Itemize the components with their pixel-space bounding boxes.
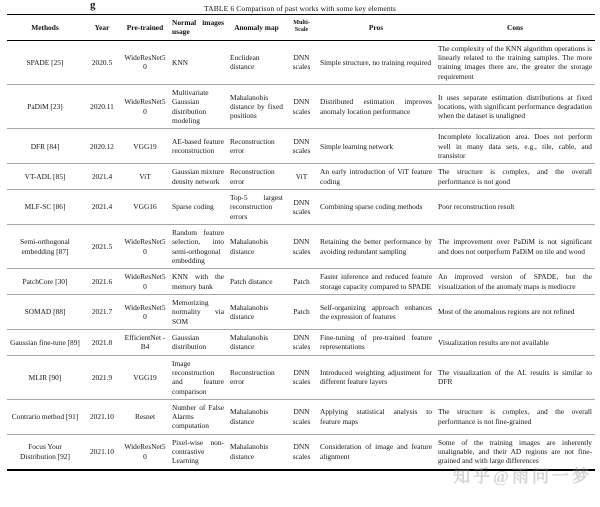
table-row	[7, 329, 595, 355]
cell-anomaly-map: Reconstruction error	[230, 367, 275, 387]
cell-year: 2021.5	[91, 241, 113, 251]
cell-year: 2021.4	[91, 171, 113, 181]
column-header-normal-images-usage: Normal images usage	[172, 18, 224, 37]
cell-normal-images-usage: Memorizing normality via SOM	[172, 297, 224, 326]
cell-anomaly-map: Patch distance	[230, 276, 273, 286]
cell-year: 2020.5	[91, 57, 113, 67]
cell-pros: Fine-tuning of pre-trained feature representations	[320, 332, 432, 352]
cell-anomaly-map: Mahalanobis distance	[230, 237, 269, 256]
cell-cons: The visualization of the AL results is similar to DFR	[438, 367, 592, 387]
cell-pretrained: WideResNet50	[124, 272, 166, 291]
cell-cons: The structure is complex, and the overall performance is not fine-grained	[438, 407, 592, 426]
cell-pretrained: VGG16	[133, 202, 157, 212]
cell-normal-images-usage: Sparse coding	[172, 202, 214, 212]
cell-method: Semi-orthogonal embedding [87]	[20, 237, 70, 256]
cell-pros: Faster inference and reduced feature storage capacity compared to SPADE	[320, 272, 432, 291]
cell-pros: Combining sparse coding methods	[320, 202, 423, 212]
cell-normal-images-usage: KNN with the memory bank	[172, 272, 224, 291]
column-header-pretrained: Pre-trained	[126, 22, 164, 32]
cell-normal-images-usage: Gaussian mixture density network	[172, 167, 224, 186]
cell-multi-scale: DNN scales	[292, 197, 311, 216]
cell-method: PaDiM [23]	[27, 101, 63, 111]
cell-multi-scale: DNN scales	[292, 407, 311, 426]
cell-cons: The complexity of the KNN algorithm operations is linearly related to the training samples. The more training images there are, the greater the storage requirement	[438, 43, 592, 81]
cell-normal-images-usage: Gaussian distribution	[172, 332, 207, 352]
cell-anomaly-map: Mahalanobis distance by fixed positions	[230, 92, 283, 121]
cell-year: 2020.11	[90, 101, 114, 111]
header-row	[7, 15, 595, 41]
cell-multi-scale: DNN scales	[292, 442, 311, 461]
cell-normal-images-usage: Random feature selection, into semi-orthogonal embedding	[172, 227, 224, 265]
watermark: 知乎@雨问一梦	[453, 467, 592, 486]
cell-year: 2021.4	[91, 202, 113, 212]
cell-pretrained: WideResNet50	[124, 442, 166, 461]
cell-pretrained: ViT	[139, 171, 151, 181]
table-title: TABLE 6 Comparison of past works with some key elements	[204, 4, 396, 13]
cell-normal-images-usage: Number of False Alarms computation	[172, 402, 224, 431]
column-header-multi-scale: Multi-Scale	[293, 20, 310, 34]
cell-pros: An early introduction of ViT feature coding	[320, 167, 432, 186]
cell-pros: Applying statistical analysis to feature maps	[320, 407, 432, 426]
cell-cons: Some of the training images are inherently unalignable, and their AD regions are not fine-grained and with large differences	[438, 437, 592, 466]
table-row	[7, 40, 595, 84]
cell-cons: Incomplete localization area. Does not perform well in many data sets, e.g., tile, cable, and transistor	[438, 132, 592, 160]
cell-anomaly-map: Euclidean distance	[230, 52, 260, 72]
table-row	[7, 224, 595, 268]
cell-anomaly-map: Reconstruction error	[230, 136, 275, 156]
table-row	[7, 84, 595, 128]
cell-method: DFR [84]	[30, 141, 60, 151]
cell-pros: Simple structure, no training required	[320, 57, 432, 67]
cell-year: 2021.7	[91, 307, 113, 317]
cell-pretrained: EfficientNet -B4	[124, 332, 166, 352]
cell-method: VT-ADL [85]	[24, 171, 66, 181]
cell-method: SOMAD [88]	[24, 307, 66, 317]
cell-anomaly-map: Mahalanobis distance	[230, 332, 269, 352]
cell-multi-scale: DNN scales	[292, 52, 311, 72]
cell-pretrained: VGG19	[133, 372, 157, 382]
cell-cons: The structure is complex, and the overall performance is not good	[438, 167, 592, 186]
cell-cons: The improvement over PaDiM is not significant and does not outperform PaDiM on tile and wood	[438, 237, 592, 256]
cell-year: 2021.10	[89, 412, 115, 422]
cell-anomaly-map: Mahalanobis distance	[230, 407, 269, 426]
table-row	[7, 434, 595, 469]
cell-multi-scale: Patch	[293, 276, 310, 286]
table-row	[7, 269, 595, 295]
comparison-table	[7, 14, 595, 471]
cell-cons: Visualization results are not available	[438, 337, 549, 347]
cell-cons: Poor reconstruction result	[438, 202, 515, 212]
cell-multi-scale: DNN scales	[292, 237, 311, 256]
cell-year: 2021.10	[89, 447, 115, 457]
cell-year: 2021.8	[91, 337, 113, 347]
cropped-text-fragment: g	[90, 0, 96, 11]
column-header-methods: Methods	[31, 22, 59, 32]
column-header-cons: Cons	[506, 22, 524, 32]
cell-anomaly-map: Reconstruction error	[230, 167, 275, 186]
cell-method: SPADE [25]	[26, 57, 64, 67]
cell-pros: Distributed estimation improves anomaly location performance	[320, 97, 432, 116]
cell-method: MLIR [90]	[28, 372, 62, 382]
cell-pretrained: WideResNet50	[124, 237, 166, 256]
cell-multi-scale: DNN scales	[292, 97, 311, 116]
cell-multi-scale: DNN scales	[292, 367, 311, 387]
table-body	[7, 40, 595, 470]
cell-method: MLF-SC [86]	[24, 202, 66, 212]
cell-multi-scale: DNN scales	[292, 332, 311, 352]
table-row	[7, 399, 595, 434]
cell-normal-images-usage: Pixel-wise non-contrastive Learning	[172, 437, 224, 466]
cell-normal-images-usage: Image reconstruction and feature comparison	[172, 358, 224, 396]
table-row	[7, 355, 595, 399]
column-header-anomaly-map: Anomaly map	[234, 22, 279, 32]
cell-pretrained: Resnet	[134, 412, 156, 422]
cell-year: 2020.12	[89, 141, 115, 151]
cell-cons: Most of the anomalous regions are not refined	[438, 307, 575, 317]
cell-method: Contrario method [91]	[11, 412, 79, 422]
cell-pretrained: WideResNet50	[124, 52, 166, 72]
cell-year: 2021.6	[91, 276, 113, 286]
cell-cons: An improved version of SPADE, but the visualization of the anomaly maps is mediocre	[438, 272, 592, 291]
cell-normal-images-usage: KNN	[172, 57, 189, 67]
cell-year: 2021.9	[91, 372, 113, 382]
column-header-pros: Pros	[368, 22, 384, 32]
cell-pretrained: VGG19	[133, 141, 157, 151]
cell-pros: Introduced weighting adjustment for different feature layers	[320, 367, 432, 387]
cell-pretrained: WideResNet50	[124, 97, 166, 116]
cell-multi-scale: DNN scales	[292, 136, 311, 156]
cell-anomaly-map: Mahalanobis distance	[230, 442, 269, 461]
table-row	[7, 189, 595, 224]
table-row	[7, 294, 595, 329]
cell-pros: Retaining the better performance by avoiding redundant sampling	[320, 237, 432, 256]
cell-pros: Self-organizing approach enhances the expression of features	[320, 302, 432, 321]
cell-method: Gaussian fine-tune [89]	[10, 337, 80, 347]
table-row	[7, 129, 595, 164]
cell-cons: It uses separate estimation distributions at fixed locations, with significant performance degradation when the dataset is unaligned	[438, 92, 592, 121]
cell-multi-scale: Patch	[293, 307, 310, 317]
cell-pros: Consideration of image and feature alignment	[320, 442, 432, 461]
cell-pros: Simple learning network	[320, 141, 394, 151]
cell-normal-images-usage: AE-based feature reconstruction	[172, 136, 224, 156]
table-row	[7, 164, 595, 190]
cell-method: PatchCore [30]	[22, 276, 68, 286]
cell-anomaly-map: Top-5 largest reconstruction errors	[230, 192, 283, 221]
cell-multi-scale: ViT	[295, 171, 308, 181]
cell-method: Focus Your Distribution [92]	[20, 442, 70, 461]
cell-pretrained: WideResNet50	[124, 302, 166, 321]
column-header-year: Year	[94, 22, 110, 32]
cell-anomaly-map: Mahalanobis distance	[230, 302, 269, 321]
cell-normal-images-usage: Multivariate Gaussian distribution modeling	[172, 87, 209, 125]
